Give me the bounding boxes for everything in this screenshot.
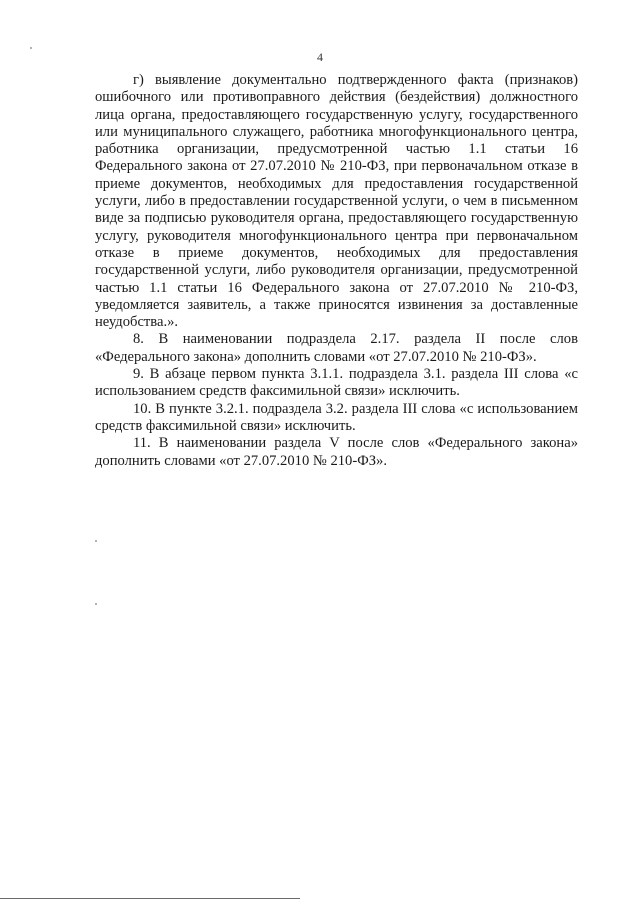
document-body (95, 72, 578, 470)
scan-speck (95, 603, 97, 605)
paragraph-item-8: 8. В наименовании подраздела 2.17. раздела II после слов «Федерального закона» дополнить словами «от 27.07.2010 № 210-ФЗ». (95, 331, 578, 365)
scan-speck (30, 47, 32, 49)
scan-edge-line (0, 898, 300, 899)
page-number: 4 (317, 50, 323, 64)
scan-speck (95, 540, 97, 542)
paragraph-item-10: 10. В пункте 3.2.1. подраздела 3.2. раздела III слова «с использованием средств факсимильной связи» исключить. (95, 400, 578, 434)
paragraph-item-11: 11. В наименовании раздела V после слов «Федерального закона» дополнить словами «от 27.07.2010 № 210-ФЗ». (95, 435, 578, 469)
paragraph-item-g: г) выявление документально подтвержденного факта (признаков) ошибочного или противоправного действия (бездействия) должностного лица органа, предоставляющего государственную услугу, государственного или муниципального служащего, работника многофункционального центра, работника организации, предусмотренной частью 1.1 статьи 16 Федерального закона от 27.07.2010 № 210-ФЗ, при первоначальном отказе в приеме документов, необходимых для предоставления государственной услуги, либо в предоставлении государственной услуги, о чем в письменном виде за подписью руководителя органа, предоставляющего государственную услугу, руководителя многофункционального центра при первоначальном отказе в приеме документов, необходимых для предоставления государственной услуги, либо руководителя организации, предусмотренной частью 1.1 статьи 16 Федерального закона от 27.07.2010 № 210-ФЗ, уведомляется заявитель, а также приносятся извинения за доставленные неудобства.». (95, 72, 578, 331)
paragraph-item-9: 9. В абзаце первом пункта 3.1.1. подраздела 3.1. раздела III слова «с использованием средств факсимильной связи» исключить. (95, 366, 578, 400)
